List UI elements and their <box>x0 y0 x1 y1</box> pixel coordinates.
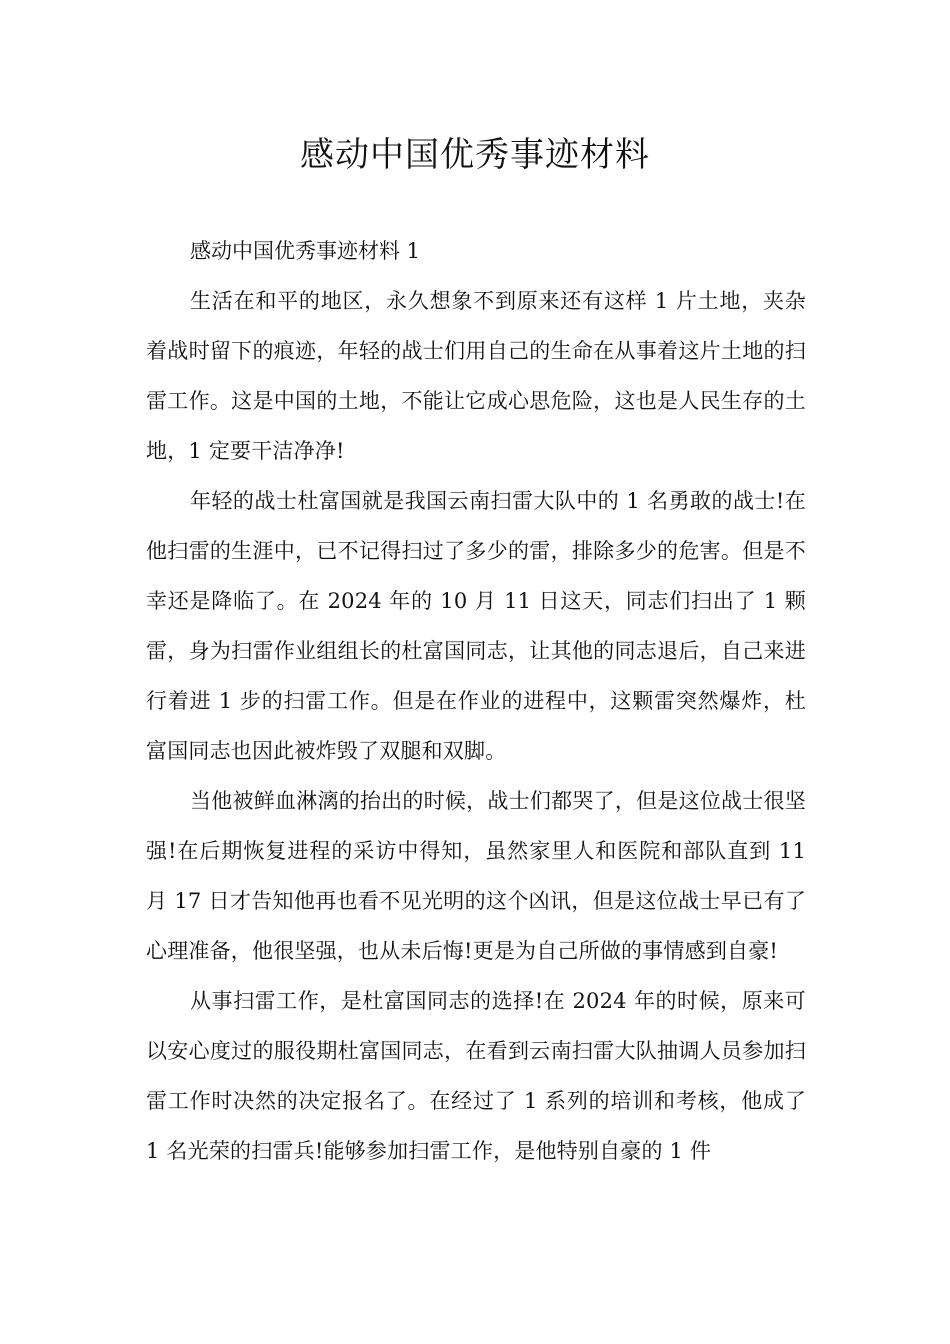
paragraph-1: 生活在和平的地区，永久想象不到原来还有这样 1 片土地，夹杂着战时留下的痕迹，年轻的战士们用自己的生命在从事着这片土地的扫雷工作。这是中国的土地，不能让它成心思危险，这也是人民生存的土地，1 定要干洁净净! <box>146 289 806 463</box>
document-title: 感动中国优秀事迹材料 <box>300 135 650 175</box>
paragraph-2: 年轻的战士杜富国就是我国云南扫雷大队中的 1 名勇敢的战士!在他扫雷的生涯中，已不记得扫过了多少的雷，排除多少的危害。但是不幸还是降临了。在 2024 年的 10 月 11 日这天，同志们扫出了 1 颗雷，身为扫雷作业组组长的杜富国同志，让其他的同志退后，自己来进行着进 1 步的扫雷工作。但是在作业的进程中，这颗雷突然爆炸，杜富国同志也因此被炸毁了双腿和双脚。 <box>146 489 806 763</box>
document-body <box>146 226 806 1176</box>
paragraph-4: 从事扫雷工作，是杜富国同志的选择!在 2024 年的时候，原来可以安心度过的服役期杜富国同志，在看到云南扫雷大队抽调人员参加扫雷工作时决然的决定报名了。在经过了 1 系列的培训和考核，他成了 1 名光荣的扫雷兵!能够参加扫雷工作，是他特别自豪的 1 件 <box>146 989 806 1163</box>
paragraph-3: 当他被鲜血淋漓的抬出的时候，战士们都哭了，但是这位战士很坚强!在后期恢复进程的采访中得知，虽然家里人和医院和部队直到 11 月 17 日才告知他再也看不见光明的这个凶讯，但是这位战士早已有了心理准备，他很坚强，也从未后悔!更是为自己所做的事情感到自豪! <box>146 789 806 963</box>
section-subtitle: 感动中国优秀事迹材料 1 <box>190 239 421 263</box>
